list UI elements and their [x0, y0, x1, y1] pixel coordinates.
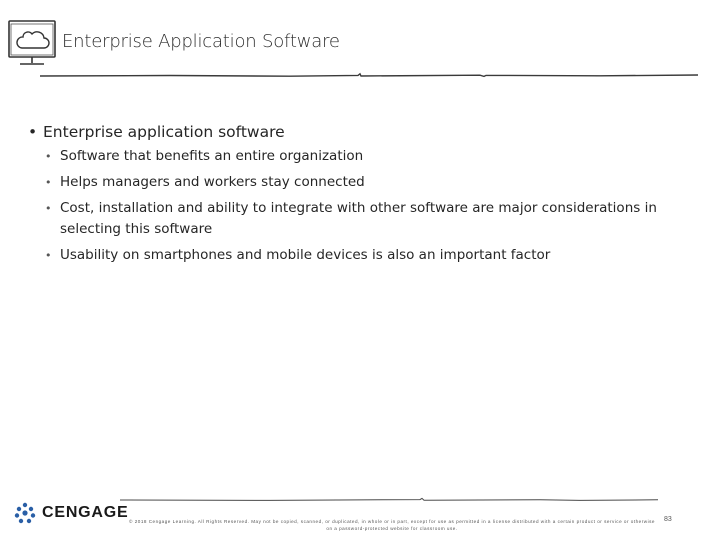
sub-bullet: • Usability on smartphones and mobile devices is also an important factor [44, 245, 698, 266]
logo-wordmark: CENGAGE [42, 504, 129, 521]
sub-bullet: • Software that benefits an entire organization [44, 146, 698, 167]
slide-body [28, 120, 698, 271]
main-bullet: • Enterprise application software [28, 120, 698, 144]
cengage-logo-icon [12, 500, 38, 526]
sub-bullet: • Cost, installation and ability to integrate with other software are major considerations in selecting this software [44, 198, 698, 240]
slide-title: Enterprise Application Software [62, 31, 340, 52]
sub-bullet-list [28, 146, 698, 266]
sub-bullet: • Helps managers and workers stay connected [44, 172, 698, 193]
cloud-monitor-icon [6, 18, 58, 70]
title-underline [40, 70, 700, 80]
cengage-logo [12, 500, 129, 526]
footer-divider [120, 496, 660, 504]
page-number: 83 [664, 516, 672, 523]
copyright-notice: © 2018 Cengage Learning. All Rights Reserved. May not be copied, scanned, or duplicated, in whole or in part, except for use as permitted in a license distributed with a certain product or service or otherwise on a password-protected website for classroom use. [129, 519, 655, 531]
